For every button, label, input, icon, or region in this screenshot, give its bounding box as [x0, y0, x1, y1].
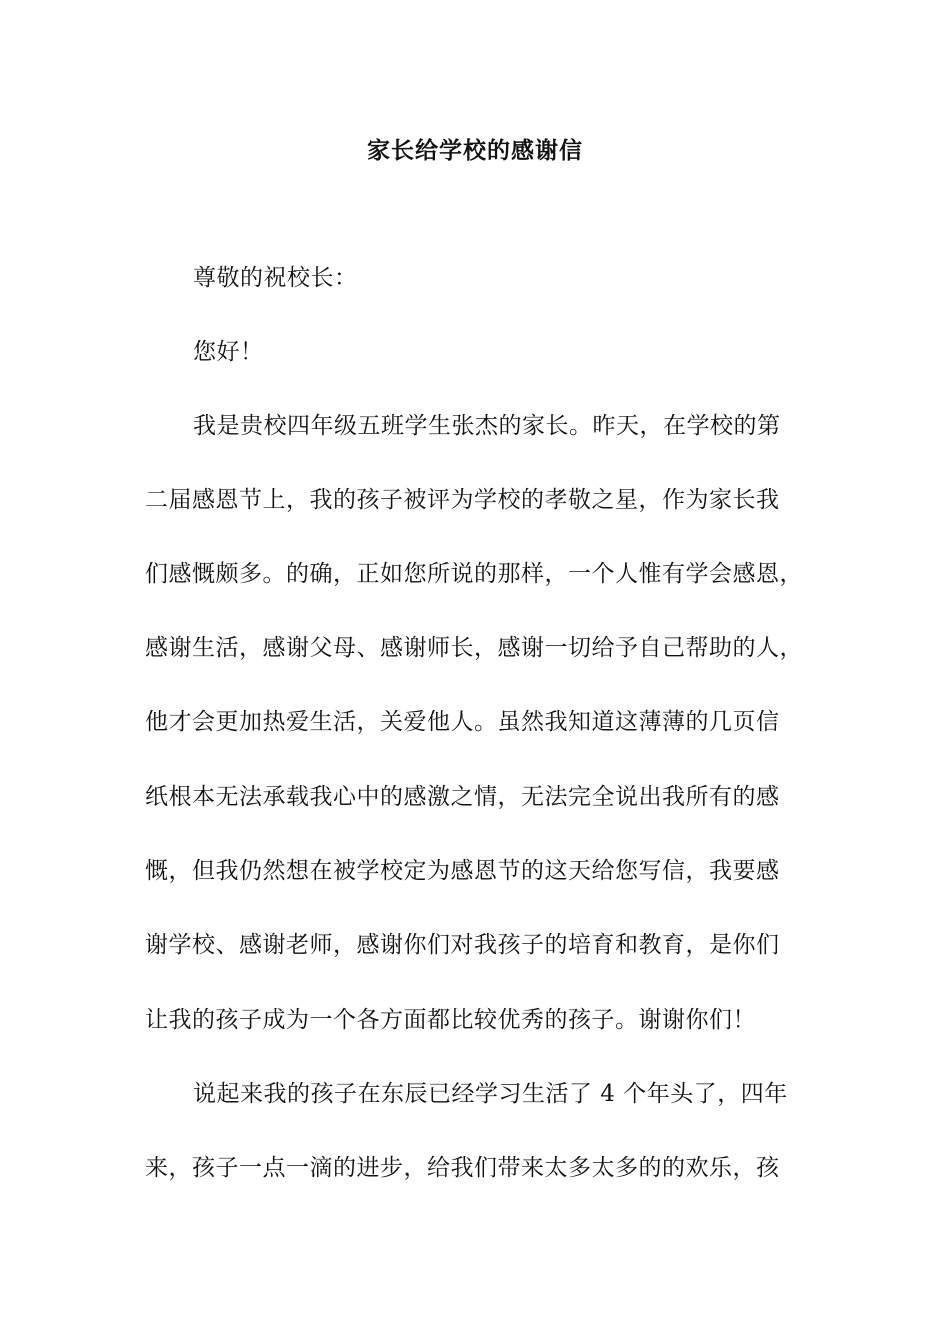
letter-title: 家长给学校的感谢信 [367, 137, 583, 164]
body-line: 让我的孩子成为一个各方面都比较优秀的孩子。谢谢你们！ [145, 1007, 756, 1033]
salutation: 尊敬的祝校长： [193, 265, 358, 291]
body-line: 们感慨颇多。的确，正如您所说的那样，一个人惟有学会感恩， [145, 561, 803, 587]
body-line: 慨，但我仍然想在被学校定为感恩节的这天给您写信，我要感 [145, 858, 780, 884]
body-line: 感谢生活，感谢父母、感谢师长，感谢一切给予自己帮助的人， [145, 635, 803, 661]
body-line: 二届感恩节上，我的孩子被评为学校的孝敬之星，作为家长我 [145, 487, 780, 513]
body-line: 说起来我的孩子在东辰已经学习生活了 4 个年头了，四年 [193, 1081, 788, 1107]
body-line: 我是贵校四年级五班学生张杰的家长。昨天，在学校的第 [193, 413, 781, 439]
body-line: 谢学校、感谢老师，感谢你们对我孩子的培育和教育，是你们 [145, 932, 780, 958]
body-line: 他才会更加热爱生活，关爱他人。虽然我知道这薄薄的几页信 [145, 709, 780, 735]
greeting: 您好！ [193, 339, 264, 365]
body-line: 纸根本无法承载我心中的感激之情，无法完全说出我所有的感 [145, 784, 780, 810]
body-line: 来，孩子一点一滴的进步，给我们带来太多太多的的欢乐，孩 [145, 1155, 780, 1181]
